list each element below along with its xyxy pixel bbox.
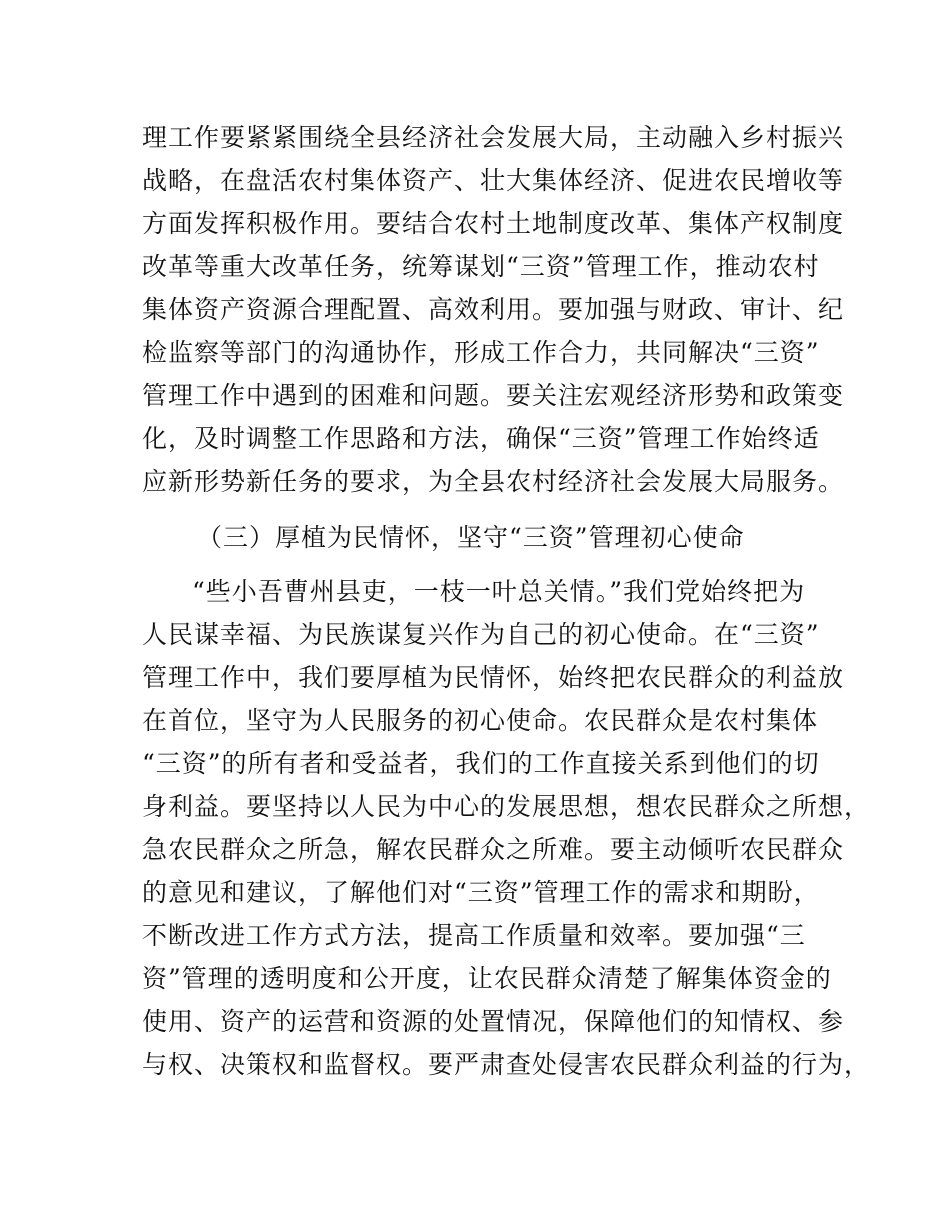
paragraph-line: 改革等重大改革任务，统筹谋划“三资”管理工作，推动农村 — [142, 252, 820, 281]
paragraph-line: 使用、资产的运营和资源的处置情况，保障他们的知情权、参 — [142, 1007, 845, 1036]
paragraph-line: 管理工作中，我们要厚植为民情怀，始终把农民群众的利益放 — [142, 663, 845, 692]
paragraph-line: 与权、决策权和监督权。要严肃查处侵害农民群众利益的行为， — [142, 1050, 871, 1079]
paragraph-line: 检监察等部门的沟通协作，形成工作合力，共同解决“三资” — [142, 338, 820, 367]
paragraph-line: “三资”的所有者和受益者，我们的工作直接关系到他们的切 — [142, 749, 820, 778]
paragraph-line: 在首位，坚守为人民服务的初心使命。农民群众是农村集体 — [142, 706, 819, 735]
section-heading: （三）厚植为民情怀，坚守“三资”管理初心使命 — [197, 523, 745, 552]
paragraph-section-three — [142, 570, 871, 1086]
paragraph-line: 战略，在盘活农村集体资产、壮大集体经济、促进农民增收等 — [142, 166, 845, 195]
paragraph-continued — [142, 116, 845, 503]
paragraph-line: “些小吾曹州县吏，一枝一叶总关情。”我们党始终把为 — [192, 577, 806, 606]
paragraph-line: 急农民群众之所急，解农民群众之所难。要主动倾听农民群众 — [142, 835, 845, 864]
paragraph-line: 方面发挥积极作用。要结合农村土地制度改革、集体产权制度 — [142, 209, 845, 238]
paragraph-line: 理工作要紧紧围绕全县经济社会发展大局，主动融入乡村振兴 — [142, 123, 845, 152]
paragraph-line: 身利益。要坚持以人民为中心的发展思想，想农民群众之所想， — [142, 792, 871, 821]
paragraph-line: 不断改进工作方式方法，提高工作质量和效率。要加强“三 — [142, 921, 806, 950]
paragraph-line: 人民谋幸福、为民族谋复兴作为自己的初心使命。在“三资” — [142, 620, 820, 649]
paragraph-line: 资”管理的透明度和公开度，让农民群众清楚了解集体资金的 — [142, 964, 832, 993]
paragraph-line: 集体资产资源合理配置、高效利用。要加强与财政、审计、纪 — [142, 295, 845, 324]
paragraph-line: 化，及时调整工作思路和方法，确保“三资”管理工作始终适 — [142, 424, 820, 453]
paragraph-line: 应新形势新任务的要求，为全县农村经济社会发展大局服务。 — [142, 467, 845, 496]
paragraph-line: 管理工作中遇到的困难和问题。要关注宏观经济形势和政策变 — [142, 381, 845, 410]
paragraph-line: 的意见和建议，了解他们对“三资”管理工作的需求和期盼， — [142, 878, 820, 907]
section-heading-block — [142, 516, 822, 559]
